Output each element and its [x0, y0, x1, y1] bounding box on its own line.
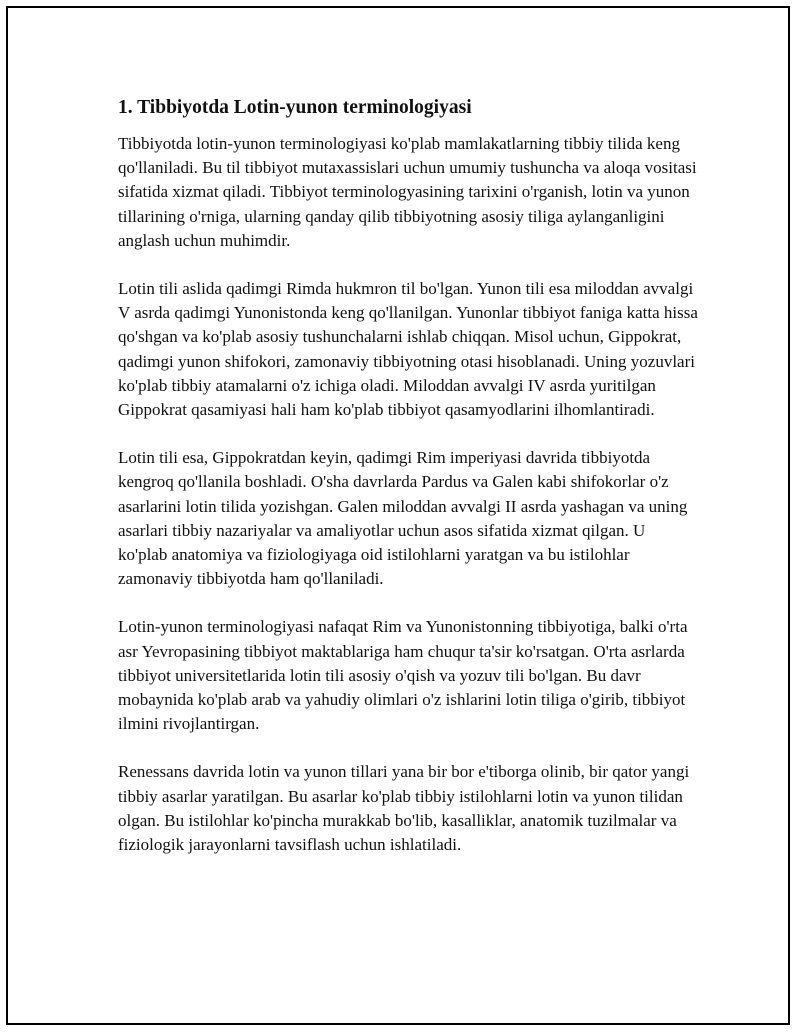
paragraph-1: Tibbiyotda lotin-yunon terminologiyasi ko'plab mamlakatlarning tibbiy tilida keng qo'llaniladi. Bu til tibbiyot mutaxassislari uchun umumiy tushuncha va aloqa vositasi sifatida xizmat qiladi. Tibbiyot terminologyasining tarixini o'rganish, lotin va yunon tillarining o'rniga, ularning qanday qilib tibbiyotning asosiy tiliga aylanganligini anglash uchun muhimdir.	[118, 134, 697, 250]
paragraph-5: Renessans davrida lotin va yunon tillari yana bir bor e'tiborga olinib, bir qator yangi tibbiy asarlar yaratilgan. Bu asarlar ko'plab tibbiy istilohlarni lotin va yunon tilidan olgan. Bu istilohlar ko'pincha murakkab bo'lib, kasalliklar, anatomik tuzilmalar va fiziologik jarayonlarni tavsiflash uchun ishlatiladi.	[118, 762, 690, 855]
document-title: 1. Tibbiyotda Lotin-yunon terminologiyasi	[118, 97, 472, 118]
paragraph-4: Lotin-yunon terminologiyasi nafaqat Rim va Yunonistonning tibbiyotiga, balki o'rta asr Yevropasining tibbiyot maktablariga ham chuqur ta'sir ko'rsatgan. O'rta asrlarda tibbiyot universitetlarida lotin tili asosiy o'qish va yozuv tili bo'lgan. Bu davr mobaynida ko'plab arab va yahudiy olimlari o'z ishlarini lotin tiliga o'girib, tibbiyot ilmini rivojlantirgan.	[118, 617, 688, 734]
document-body	[118, 96, 698, 881]
paragraph-3: Lotin tili esa, Gippokratdan keyin, qadimgi Rim imperiyasi davrida tibbiyotda kengroq qo'llanila boshladi. O'sha davrlarda Pardus va Galen kabi shifokorlar o'z asarlarini lotin tilida yozishgan. Galen miloddan avvalgi II asrda yashagan va uning asarlari tibbiy nazariyalar va amaliyotlar uchun asos sifatida xizmat qilgan. U ko'plab anatomiya va fiziologiyaga oid istilohlarni yaratgan va bu istilohlar zamonaviy tibbiyotda ham qo'llaniladi.	[118, 448, 688, 589]
paragraph-2: Lotin tili aslida qadimgi Rimda hukmron til bo'lgan. Yunon tili esa miloddan avvalgi V asrda qadimgi Yunonistonda keng qo'llanilgan. Yunonlar tibbiyot faniga katta hissa qo'shgan va ko'plab asosiy tushunchalarni ishlab chiqqan. Misol uchun, Gippokrat, qadimgi yunon shifokori, zamonaviy tibbiyotning otasi hisoblanadi. Uning yozuvlari ko'plab tibbiy atamalarni o'z ichiga oladi. Miloddan avvalgi IV asrda yuritilgan Gippokrat qasamiyasi hali ham ko'plab tibbiyot qasamyodlarini ilhomlantiradi.	[118, 279, 698, 420]
